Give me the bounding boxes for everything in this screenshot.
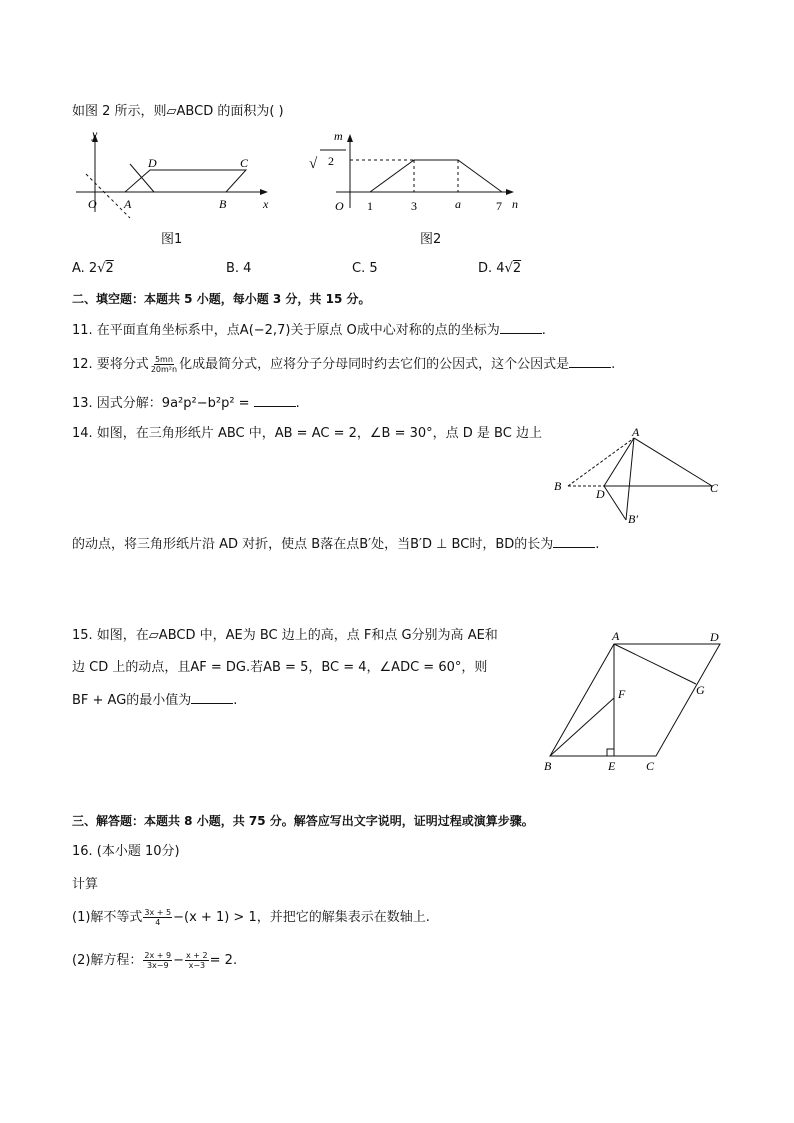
fig2-tick-a: a bbox=[455, 197, 461, 211]
q15-label-c: C bbox=[646, 759, 655, 773]
q15-label-d: D bbox=[710, 630, 719, 644]
q14-label-b: B bbox=[554, 479, 562, 493]
fig1-x-arrow bbox=[260, 189, 268, 195]
q16-part-2-minus: − bbox=[173, 953, 185, 968]
q13-answer-blank[interactable] bbox=[254, 394, 296, 407]
q16-part-1-fraction bbox=[143, 908, 172, 927]
q14-label-a: A bbox=[632, 425, 640, 439]
q12-denominator: 20m²n bbox=[150, 365, 178, 374]
q11-end: . bbox=[541, 323, 546, 338]
q16-part-1-post: −(x + 1) > 1，并把它的解集表示在数轴上. bbox=[173, 910, 430, 925]
q10-option-b: B. 4 bbox=[226, 261, 252, 276]
q16-part-2-fraction-2 bbox=[185, 951, 209, 970]
q14-label-b-prime: B′ bbox=[628, 512, 638, 526]
fig2-label-o: O bbox=[335, 199, 344, 213]
q15-line-3-text: BF + AG的最小值为 bbox=[72, 693, 192, 708]
q14-ab-prime bbox=[626, 438, 634, 520]
q15-line-3 bbox=[72, 691, 237, 710]
q13 bbox=[72, 394, 300, 413]
q15-end: . bbox=[233, 693, 238, 708]
q16-part-1-denominator: 4 bbox=[155, 918, 161, 927]
q12-pre: 12. 要将分式 bbox=[72, 357, 149, 372]
q16-part-1 bbox=[72, 908, 430, 927]
fig1-label-a: A bbox=[124, 197, 132, 211]
q15-label-b: B bbox=[544, 759, 552, 773]
q15-right-angle bbox=[607, 749, 614, 756]
q14-end: . bbox=[595, 537, 600, 552]
q16-part-2-numerator-2: x + 2 bbox=[186, 951, 208, 960]
fig2-label-m: m bbox=[334, 129, 343, 143]
q15-line-2: 边 CD 上的动点，且AF = DG.若AB = 5，BC = 4，∠ADC = 60°，则 bbox=[72, 660, 488, 675]
fig1-label-y: y bbox=[92, 128, 98, 141]
q10-option-c: C. 5 bbox=[352, 261, 378, 276]
q11-answer-blank[interactable] bbox=[500, 321, 542, 334]
q16-part-2-post: = 2. bbox=[209, 953, 238, 968]
option-a-radicand: 2 bbox=[105, 261, 114, 276]
option-a-text: A. 2 bbox=[72, 261, 98, 276]
q13-end: . bbox=[295, 396, 300, 411]
fig1-parallelogram bbox=[125, 170, 246, 192]
q10-stem: 如图 2 所示，则▱ABCD 的面积为( ) bbox=[72, 104, 284, 119]
q12-post: 化成最简分式，应将分子分母同时约去它们的公因式，这个公因式是 bbox=[179, 357, 570, 372]
q16-part-2-numerator-1: 2x + 9 bbox=[144, 951, 172, 960]
q16-part-1-pre: (1)解不等式 bbox=[72, 910, 143, 925]
q12-answer-blank[interactable] bbox=[569, 355, 611, 368]
q14-line-2-text: 的动点，将三角形纸片沿 AD 对折，使点 B落在点B′处，当B′D ⊥ BC时，BD的长为 bbox=[72, 537, 554, 552]
fig2-tick-1: 1 bbox=[367, 199, 373, 213]
fig2-graph bbox=[370, 160, 502, 192]
q16-part-2-denominator-1: 3x−9 bbox=[146, 961, 169, 970]
q12-numerator: 5mn bbox=[154, 355, 173, 364]
q16-title: 16. (本小题 10分) bbox=[72, 844, 180, 859]
fig2-tick-3: 3 bbox=[411, 199, 417, 213]
fig1-label-x: x bbox=[263, 197, 269, 211]
fig1-label-o: O bbox=[88, 197, 97, 211]
option-a-radical: √2 bbox=[97, 261, 114, 276]
q14-db-prime bbox=[604, 486, 626, 520]
fig2-m-arrow bbox=[347, 134, 353, 142]
q14-ac bbox=[634, 438, 712, 486]
q10-figure-2-caption: 图2 bbox=[420, 232, 442, 247]
q14-ad bbox=[604, 438, 634, 486]
q12-fraction bbox=[150, 355, 178, 374]
q10-figure-1-caption: 图1 bbox=[161, 232, 183, 247]
fig1-label-d: D bbox=[148, 156, 157, 170]
q15-answer-blank[interactable] bbox=[191, 691, 233, 704]
q12-end: . bbox=[611, 357, 616, 372]
fig2-sqrt-sign: √ bbox=[309, 156, 318, 172]
q14-label-c: C bbox=[710, 481, 719, 495]
q15-label-f: F bbox=[618, 687, 626, 701]
q14-line-1: 14. 如图，在三角形纸片 ABC 中，AB = AC = 2，∠B = 30°，点 D 是 BC 边上 bbox=[72, 426, 542, 441]
fig1-label-b: B bbox=[219, 197, 227, 211]
q11-text: 11. 在平面直角坐标系中，点A(−2,7)关于原点 O成中心对称的点的坐标为 bbox=[72, 323, 500, 338]
q14-answer-blank[interactable] bbox=[553, 535, 595, 548]
q10-option-a bbox=[72, 260, 114, 278]
q16-label: 计算 bbox=[72, 877, 99, 892]
fig2-label-n: n bbox=[512, 197, 518, 211]
q15-line-1: 15. 如图，在▱ABCD 中，AE为 BC 边上的高，点 F和点 G分别为高 AE和 bbox=[72, 628, 498, 643]
section-2-heading: 二、填空题：本题共 5 小题，每小题 3 分，共 15 分。 bbox=[72, 292, 371, 306]
q14-figure bbox=[548, 424, 728, 528]
q16-part-2 bbox=[72, 951, 237, 970]
fig1-label-c: C bbox=[240, 156, 249, 170]
q16-part-2-fraction-1 bbox=[143, 951, 172, 970]
q10-figure-2 bbox=[306, 128, 531, 220]
q14-dashed-ab bbox=[568, 438, 634, 486]
q15-bf bbox=[550, 698, 614, 756]
option-d-radical: √2 bbox=[504, 261, 522, 276]
q12 bbox=[72, 355, 615, 374]
section-3-heading: 三、解答题：本题共 8 小题，共 75 分。解答应写出文字说明，证明过程或演算步骤。 bbox=[72, 814, 534, 828]
q16-part-2-denominator-2: x−3 bbox=[188, 961, 206, 970]
q11 bbox=[72, 321, 546, 340]
q15-ag bbox=[614, 644, 696, 684]
q14-line-2 bbox=[72, 535, 599, 554]
q13-text: 13. 因式分解：9a²p²−b²p² = bbox=[72, 396, 250, 411]
q16-part-2-pre: (2)解方程： bbox=[72, 953, 143, 968]
fig1-dashed-line bbox=[86, 174, 130, 218]
fig2-label-2: 2 bbox=[328, 154, 334, 168]
fig2-n-arrow bbox=[506, 189, 514, 195]
q15-figure bbox=[540, 626, 730, 774]
q15-parallelogram bbox=[550, 644, 720, 756]
q15-label-e: E bbox=[608, 759, 616, 773]
q10-option-d bbox=[478, 260, 521, 278]
q16-part-1-numerator: 3x + 5 bbox=[144, 908, 172, 917]
option-d-text: D. 4 bbox=[478, 261, 505, 276]
q15-label-g: G bbox=[696, 683, 705, 697]
q14-label-d: D bbox=[596, 487, 605, 501]
q15-label-a: A bbox=[612, 629, 620, 643]
option-d-radicand: 2 bbox=[512, 261, 522, 276]
fig2-tick-7: 7 bbox=[496, 199, 502, 213]
q10-figure-1 bbox=[70, 128, 280, 220]
